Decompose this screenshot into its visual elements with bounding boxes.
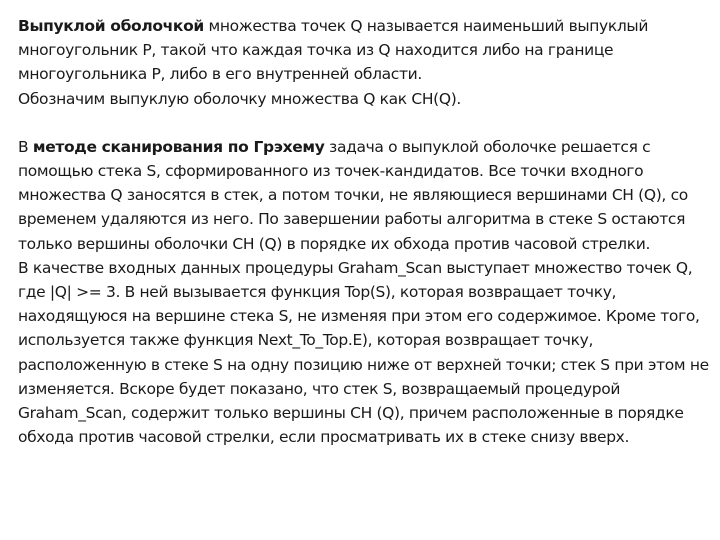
definition-term: Выпуклой оболочкой xyxy=(18,17,204,35)
document-body xyxy=(18,14,712,449)
paragraph-notation: Обозначим выпуклую оболочку множества Q как CH(Q). xyxy=(18,89,461,108)
paragraph-definition xyxy=(18,14,712,87)
definition-text: множества точек Q называется наименьший выпуклый многоугольник P, такой что каждая точка из Q находится либо на границе многоугольника P, либо в его внутренней области. xyxy=(18,17,649,84)
graham-method-prefix: В xyxy=(18,137,33,156)
graham-method-text: задача о выпуклой оболочке решается с помощью стека S, сформированного из точек-кандидатов. Все точки входного множества Q заносятся в стек, а потом точки, не являющиеся вершинами CH (Q), со временем удаляются из него. По завершении работы алгоритма в стеке S остаются только вершины оболочки CH (Q) в порядке их обхода против часовой стрелки. xyxy=(18,137,688,253)
graham-method-term: методе сканирования по Грэхему xyxy=(32,137,325,156)
paragraph-input-data: В качестве входных данных процедуры Graham_Scan выступает множество точек Q, где |Q| >= 3. В ней вызывается функция Top(S), которая возвращает точку, находящуюся на вершине стека S, не изменяя при этом его содержимое. Кроме того, используется также функция Next_To_Top.E), которая возвращает точку, расположенную в стеке S на одну позицию ниже от верхней точки; стек S при этом не изменяется. Вскоре будет показано, что стек S, возвращаемый процедурой Graham_Scan, содержит только вершины CH (Q), причем расположенные в порядке обхода против часовой стрелки, если просматривать их в стеке снизу вверх. xyxy=(18,258,709,447)
paragraph-graham-method xyxy=(18,135,712,256)
